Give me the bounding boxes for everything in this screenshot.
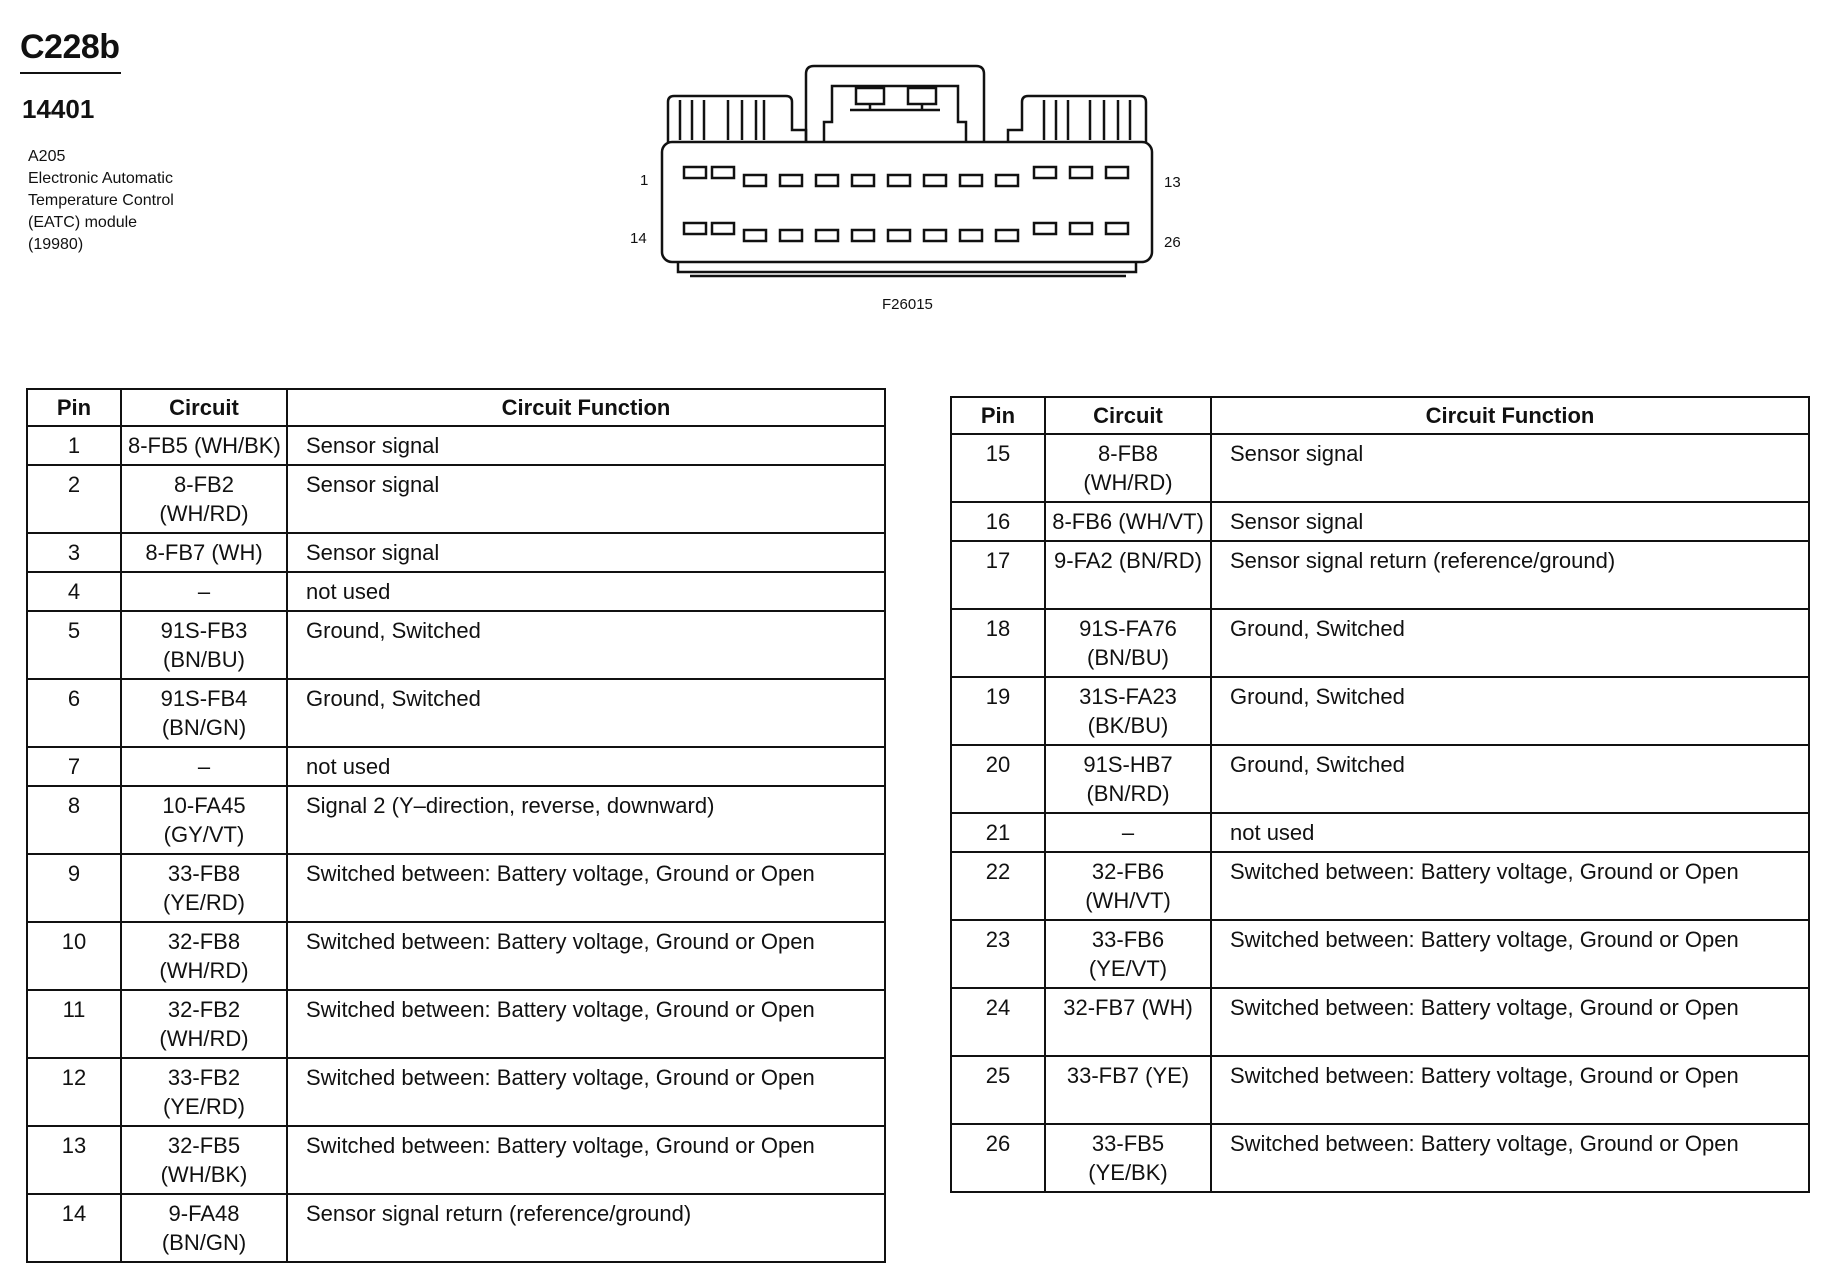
table-row	[951, 988, 1809, 1056]
circuit-line: 32-FB5	[167, 1133, 241, 1158]
pin-table-left-body	[27, 426, 885, 1262]
circuit-function: Ground, Switched	[1211, 745, 1809, 813]
circuit-line: (WH/RD)	[159, 1026, 249, 1051]
connector-cavities	[684, 167, 1128, 241]
circuit-line: 33-FB7 (YE)	[1066, 1063, 1190, 1088]
circuit-column-header: Circuit	[1045, 397, 1211, 434]
circuit-code	[1045, 745, 1211, 813]
description-line: A205	[28, 148, 66, 165]
circuit-line: (BN/BU)	[163, 647, 245, 672]
circuit-line: 33-FB2	[167, 1065, 241, 1090]
pin-number: 15	[951, 434, 1045, 502]
circuit-line: 91S-HB7	[1083, 752, 1173, 777]
function-column-header: Circuit Function	[287, 389, 885, 426]
circuit-line: 33-FB8	[167, 861, 241, 886]
table-row	[27, 465, 885, 533]
circuit-code	[121, 465, 287, 533]
circuit-line: –	[197, 579, 211, 604]
circuit-function: Switched between: Battery voltage, Ground or Open	[1211, 988, 1809, 1056]
table-row	[27, 786, 885, 854]
pin-number: 19	[951, 677, 1045, 745]
circuit-line: (YE/BK)	[1088, 1160, 1168, 1185]
pin-table-right-body	[951, 434, 1809, 1192]
pin-label-first-bottom: 14	[630, 230, 647, 247]
table-row	[951, 434, 1809, 502]
table-row	[951, 609, 1809, 677]
pin-number: 14	[27, 1194, 121, 1262]
circuit-function: Switched between: Battery voltage, Ground or Open	[287, 922, 885, 990]
circuit-code	[121, 922, 287, 990]
circuit-code	[1045, 1124, 1211, 1192]
circuit-line: 31S-FA23	[1079, 684, 1177, 709]
circuit-line: 32-FB7 (WH)	[1063, 995, 1193, 1020]
table-row	[951, 1056, 1809, 1124]
circuit-function: Signal 2 (Y–direction, reverse, downward)	[287, 786, 885, 854]
pin-number: 7	[27, 747, 121, 786]
table-row	[951, 677, 1809, 745]
circuit-code	[121, 533, 287, 572]
pin-number: 6	[27, 679, 121, 747]
pin-number: 8	[27, 786, 121, 854]
pin-number: 13	[27, 1126, 121, 1194]
circuit-function: Switched between: Battery voltage, Ground or Open	[287, 990, 885, 1058]
pin-table-right	[950, 396, 1810, 1193]
circuit-line: 91S-FB4	[160, 686, 248, 711]
pin-number: 12	[27, 1058, 121, 1126]
circuit-line: (WH/RD)	[159, 958, 249, 983]
pin-number: 16	[951, 502, 1045, 541]
circuit-function: Switched between: Battery voltage, Ground or Open	[1211, 920, 1809, 988]
connector-id-title: C228b	[20, 28, 120, 66]
circuit-function: Ground, Switched	[1211, 677, 1809, 745]
circuit-function: Ground, Switched	[287, 679, 885, 747]
circuit-line: 32-FB2	[167, 997, 241, 1022]
table-row	[951, 852, 1809, 920]
pin-number: 2	[27, 465, 121, 533]
circuit-code	[1045, 677, 1211, 745]
circuit-code	[1045, 852, 1211, 920]
table-row	[951, 502, 1809, 541]
circuit-line: 9-FA48	[168, 1201, 240, 1226]
pin-number: 24	[951, 988, 1045, 1056]
circuit-code	[121, 679, 287, 747]
circuit-function: not used	[287, 572, 885, 611]
circuit-code	[121, 1058, 287, 1126]
pin-number: 3	[27, 533, 121, 572]
circuit-function: not used	[287, 747, 885, 786]
pin-number: 1	[27, 426, 121, 465]
description-line: Temperature Control	[28, 192, 174, 209]
description-line: (EATC) module	[28, 214, 138, 231]
circuit-code	[1045, 609, 1211, 677]
table-row	[27, 854, 885, 922]
circuit-line: –	[1121, 820, 1135, 845]
circuit-line: 32-FB6	[1091, 859, 1165, 884]
table-row	[27, 679, 885, 747]
table-row	[951, 541, 1809, 609]
function-column-header: Circuit Function	[1211, 397, 1809, 434]
circuit-function: Sensor signal return (reference/ground)	[287, 1194, 885, 1262]
circuit-code	[121, 426, 287, 465]
circuit-line: 33-FB6	[1091, 927, 1165, 952]
pin-number: 17	[951, 541, 1045, 609]
table-row	[951, 920, 1809, 988]
circuit-function: Sensor signal return (reference/ground)	[1211, 541, 1809, 609]
circuit-code	[1045, 920, 1211, 988]
pin-number: 4	[27, 572, 121, 611]
circuit-code	[121, 854, 287, 922]
circuit-line: (BK/BU)	[1087, 713, 1169, 738]
circuit-line: 8-FB7 (WH)	[145, 540, 263, 565]
figure-id: F26015	[882, 296, 933, 313]
circuit-function: Sensor signal	[287, 533, 885, 572]
circuit-function: Sensor signal	[287, 465, 885, 533]
part-number: 14401	[22, 94, 95, 124]
circuit-line: 91S-FB3	[160, 618, 248, 643]
circuit-line: –	[197, 754, 211, 779]
circuit-code	[1045, 502, 1211, 541]
circuit-function: Ground, Switched	[1211, 609, 1809, 677]
table-row	[951, 1124, 1809, 1192]
circuit-line: (BN/BU)	[1087, 645, 1169, 670]
pin-number: 26	[951, 1124, 1045, 1192]
table-row	[27, 990, 885, 1058]
circuit-line: 8-FB8	[1098, 441, 1158, 466]
pin-number: 25	[951, 1056, 1045, 1124]
circuit-code	[1045, 1056, 1211, 1124]
table-row	[27, 922, 885, 990]
circuit-function: not used	[1211, 813, 1809, 852]
pin-number: 20	[951, 745, 1045, 813]
table-row	[951, 745, 1809, 813]
description-line: Electronic Automatic	[28, 170, 173, 187]
connector-outline-drawing	[620, 60, 1180, 290]
circuit-function: Switched between: Battery voltage, Ground or Open	[287, 1058, 885, 1126]
circuit-column-header: Circuit	[121, 389, 287, 426]
circuit-function: Sensor signal	[1211, 502, 1809, 541]
pin-number: 18	[951, 609, 1045, 677]
description-line: (19980)	[28, 236, 84, 253]
circuit-function: Switched between: Battery voltage, Ground or Open	[287, 1126, 885, 1194]
circuit-function: Sensor signal	[287, 426, 885, 465]
table-row	[27, 533, 885, 572]
pin-label-last-bottom: 26	[1164, 234, 1181, 251]
module-description	[28, 146, 174, 256]
pin-number: 11	[27, 990, 121, 1058]
circuit-code	[121, 572, 287, 611]
circuit-code	[121, 990, 287, 1058]
circuit-line: 10-FA45	[162, 793, 246, 818]
table-row	[27, 1194, 885, 1262]
circuit-line: 32-FB8	[167, 929, 241, 954]
circuit-code	[1045, 988, 1211, 1056]
table-row	[27, 1058, 885, 1126]
table-row	[27, 747, 885, 786]
circuit-line: 91S-FA76	[1079, 616, 1177, 641]
circuit-line: 9-FA2 (BN/RD)	[1054, 548, 1202, 573]
circuit-function: Switched between: Battery voltage, Ground or Open	[287, 854, 885, 922]
circuit-code	[1045, 541, 1211, 609]
pin-table-left	[26, 388, 886, 1263]
table-row	[27, 611, 885, 679]
circuit-function: Sensor signal	[1211, 434, 1809, 502]
circuit-line: 8-FB2	[174, 472, 234, 497]
table-row	[951, 813, 1809, 852]
connector-face-diagram	[620, 60, 1181, 313]
circuit-line: (GY/VT)	[163, 822, 245, 847]
circuit-code	[1045, 434, 1211, 502]
circuit-line: (WH/BK)	[160, 1162, 248, 1187]
pin-column-header: Pin	[951, 397, 1045, 434]
circuit-function: Switched between: Battery voltage, Ground or Open	[1211, 1124, 1809, 1192]
circuit-line: (WH/VT)	[1085, 888, 1171, 913]
circuit-line: 33-FB5	[1091, 1131, 1165, 1156]
circuit-function: Switched between: Battery voltage, Ground or Open	[1211, 1056, 1809, 1124]
circuit-line: (WH/RD)	[1083, 470, 1173, 495]
pin-number: 9	[27, 854, 121, 922]
circuit-line: (YE/RD)	[163, 1094, 245, 1119]
pin-column-header: Pin	[27, 389, 121, 426]
circuit-code	[121, 1194, 287, 1262]
table-row	[27, 1126, 885, 1194]
circuit-line: (BN/RD)	[1086, 781, 1170, 806]
circuit-code	[121, 747, 287, 786]
title-underline	[20, 72, 121, 74]
pin-number: 21	[951, 813, 1045, 852]
circuit-code	[121, 611, 287, 679]
pin-number: 23	[951, 920, 1045, 988]
circuit-line: 8-FB6 (WH/VT)	[1052, 509, 1204, 534]
pin-label-first-top: 1	[640, 172, 649, 189]
circuit-line: 8-FB5 (WH/BK)	[128, 433, 281, 458]
circuit-function: Switched between: Battery voltage, Ground or Open	[1211, 852, 1809, 920]
circuit-code	[121, 786, 287, 854]
pin-number: 5	[27, 611, 121, 679]
circuit-line: (WH/RD)	[159, 501, 249, 526]
circuit-line: (YE/VT)	[1088, 956, 1168, 981]
circuit-line: (YE/RD)	[163, 890, 245, 915]
table-row	[27, 426, 885, 465]
circuit-line: (BN/GN)	[161, 715, 247, 740]
circuit-code	[1045, 813, 1211, 852]
table-row	[27, 572, 885, 611]
circuit-function: Ground, Switched	[287, 611, 885, 679]
circuit-line: (BN/GN)	[161, 1230, 247, 1255]
pin-number: 22	[951, 852, 1045, 920]
pin-number: 10	[27, 922, 121, 990]
pin-label-last-top: 13	[1164, 174, 1181, 191]
circuit-code	[121, 1126, 287, 1194]
